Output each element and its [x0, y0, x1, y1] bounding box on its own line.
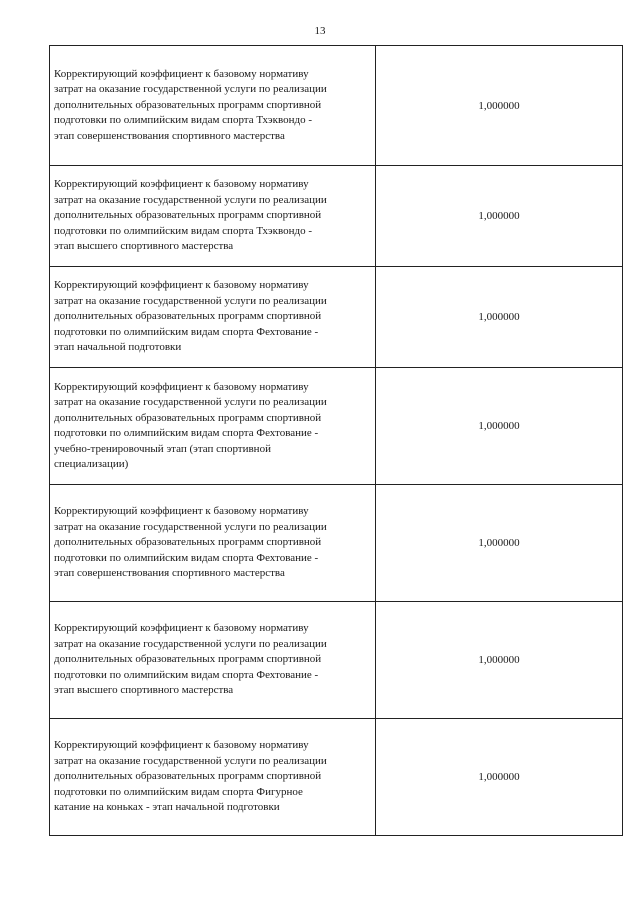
- table-row: [50, 719, 623, 836]
- description-line: подготовки по олимпийским видам спорта Тхэквондо -: [54, 224, 312, 237]
- coefficient-table: [49, 45, 623, 836]
- description-line: подготовки по олимпийским видам спорта Фехтование -: [54, 325, 319, 338]
- description-line: затрат на оказание государственной услуги по реализации: [54, 754, 327, 767]
- description-line: подготовки по олимпийским видам спорта Тхэквондо -: [54, 114, 312, 127]
- description-line: специализации): [54, 458, 129, 470]
- table-row: [50, 46, 623, 166]
- description-line: подготовки по олимпийским видам спорта Фехтование -: [54, 551, 319, 564]
- description-line: этап высшего спортивного мастерства: [54, 240, 234, 253]
- description-line: этап совершенствования спортивного мастерства: [54, 567, 285, 580]
- description-line: Корректирующий коэффициент к базовому нормативу: [54, 178, 309, 191]
- coefficient-value: 1,000000: [376, 46, 623, 166]
- description-line: дополнительных образовательных программ спортивной: [54, 411, 322, 424]
- table-row: [50, 166, 623, 267]
- coefficient-value: 1,000000: [376, 267, 623, 368]
- page-number: 13: [314, 25, 326, 37]
- coefficient-value: 1,000000: [376, 602, 623, 719]
- description-line: Корректирующий коэффициент к базовому нормативу: [54, 739, 309, 752]
- description-line: катание на коньках - этап начальной подготовки: [54, 801, 280, 814]
- description-line: этап совершенствования спортивного мастерства: [54, 129, 285, 142]
- description-line: Корректирующий коэффициент к базовому нормативу: [54, 67, 309, 80]
- coefficient-description: [50, 719, 376, 836]
- coefficient-value: 1,000000: [376, 485, 623, 602]
- coefficient-description: [50, 602, 376, 719]
- coefficient-description: [50, 166, 376, 267]
- coefficient-description: [50, 46, 376, 166]
- table-row: [50, 485, 623, 602]
- description-line: этап начальной подготовки: [54, 341, 182, 354]
- description-line: подготовки по олимпийским видам спорта Фехтование -: [54, 668, 319, 681]
- description-line: дополнительных образовательных программ спортивной: [54, 653, 322, 666]
- description-line: Корректирующий коэффициент к базовому нормативу: [54, 622, 309, 635]
- description-line: затрат на оказание государственной услуги по реализации: [54, 83, 327, 96]
- description-line: затрат на оказание государственной услуги по реализации: [54, 396, 327, 408]
- description-line: дополнительных образовательных программ спортивной: [54, 209, 322, 222]
- description-line: затрат на оказание государственной услуги по реализации: [54, 637, 327, 650]
- description-line: дополнительных образовательных программ спортивной: [54, 770, 322, 783]
- description-line: Корректирующий коэффициент к базовому нормативу: [54, 505, 309, 518]
- description-line: учебно-тренировочный этап (этап спортивной: [54, 442, 271, 455]
- description-line: затрат на оказание государственной услуги по реализации: [54, 193, 327, 206]
- coefficient-description: [50, 485, 376, 602]
- table-body: [50, 46, 623, 836]
- description-line: подготовки по олимпийским видам спорта Фехтование -: [54, 427, 319, 439]
- table-row: [50, 368, 623, 485]
- description-line: подготовки по олимпийским видам спорта Фигурное: [54, 785, 303, 798]
- coefficient-description: [50, 368, 376, 485]
- description-line: Корректирующий коэффициент к базовому нормативу: [54, 279, 309, 292]
- table-row: [50, 602, 623, 719]
- description-line: этап высшего спортивного мастерства: [54, 684, 234, 697]
- description-line: дополнительных образовательных программ спортивной: [54, 536, 322, 549]
- description-line: дополнительных образовательных программ спортивной: [54, 310, 322, 323]
- description-line: затрат на оказание государственной услуги по реализации: [54, 520, 327, 533]
- coefficient-value: 1,000000: [376, 166, 623, 267]
- description-line: дополнительных образовательных программ спортивной: [54, 98, 322, 111]
- coefficient-value: 1,000000: [376, 719, 623, 836]
- table-row: [50, 267, 623, 368]
- coefficient-description: [50, 267, 376, 368]
- description-line: Корректирующий коэффициент к базовому нормативу: [54, 380, 309, 393]
- coefficient-value: 1,000000: [376, 368, 623, 485]
- description-line: затрат на оказание государственной услуги по реализации: [54, 294, 327, 307]
